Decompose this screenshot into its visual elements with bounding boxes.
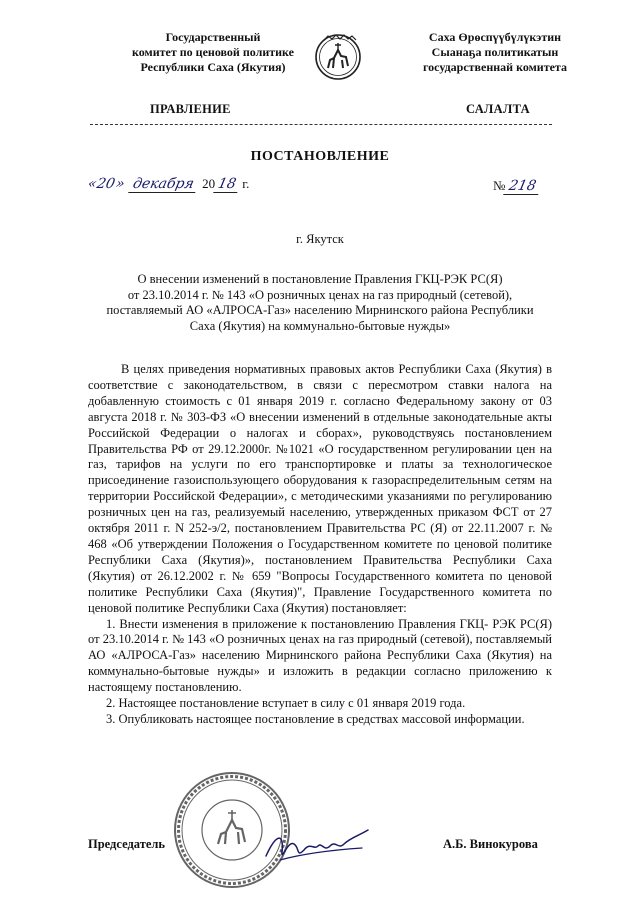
signatory-title: Председатель	[88, 837, 166, 851]
resolution-item: 3. Опубликовать настоящее постановление в средствах массовой информации.	[106, 711, 525, 726]
header-right-line: Сыанаҕа политикатын	[431, 45, 559, 59]
header-right-sakha	[390, 30, 600, 75]
preamble-paragraph: В целях приведения нормативных правовых актов Республики Саха (Якутия) в соответствие с законодательством, в связи с пересмотром ставки налога на добавленную стоимость с 01 января 2019 г. согласно Федеральному закону от 03 августа 2018 г. № 303-ФЗ «О внесении изменений в отдельные законодательные акты Российской Федерации о налогах и сборах», руководствуясь постановлением Правительства РФ от 29.12.2000г. №1021 «О государственном регулировании цен на газ, тарифов на услуги по его транспортировке и платы за технологическое присоединение газоиспользующего оборудования к газораспределительным сетям на территории Российской Федерации», с методическими указаниями по регулированию розничных цен на газ, реализуемый населению, утвержденных приказом ФСТ от 27 октября 2011 г. N 252-э/2, постановлением Правительства РС (Я) от 22.11.2007 г. № 468 «Об утверждении Положения о Государственном комитете по ценовой политике Республики Саха (Якутия)», постановлением Правительства Республики Саха (Якутия) от 26.12.2002 г. № 659 "Вопросы Государственного комитета по ценовой политике Республики Саха (Якутия)", Правление Государственного комитета по ценовой политике Республики Саха (Якутия) постановляет:	[88, 362, 552, 615]
header-right-line: государственнай комитета	[423, 60, 567, 74]
resolution-item: 1. Внести изменения в приложение к постановлению Правления ГКЦ- РЭК РС(Я) от 23.10.2014 г. № 143 «О розничных ценах на газ природный (сетевой), поставляемый АО «АЛРОСА-Газ» населению Мирнинского района Республики Саха (Якутия) на коммунально-бытовые нужды» и изложить в редакции согласно приложению к настоящему постановлению.	[88, 616, 552, 695]
number-prefix: №	[493, 178, 506, 193]
date-day: 20	[94, 176, 117, 192]
subject-line: от 23.10.2014 г. № 143 «О розничных ценах на газ природный (сетевой),	[127, 287, 513, 302]
document-date	[88, 176, 249, 198]
subject-line: О внесении изменений в постановление Правления ГКЦ-РЭК РС(Я)	[137, 272, 503, 286]
header-right-line: Саха Өрөспүүбүлүкэтин	[428, 30, 562, 44]
date-open-quote: «	[86, 176, 99, 192]
date-year-abbr: г.	[242, 176, 250, 191]
header-divider	[90, 124, 552, 125]
header-left-ru	[108, 30, 318, 75]
document-title: ПОСТАНОВЛЕНИЕ	[250, 149, 390, 164]
dept-label-sakha: САЛАЛТА	[466, 102, 530, 116]
resolution-item: 2. Настоящее постановление вступает в силу с 01 января 2019 года.	[106, 696, 466, 711]
header-left-line: Республики Саха (Якутия)	[140, 60, 286, 74]
date-year-suffix: 18	[213, 176, 240, 193]
document-body	[88, 362, 552, 728]
signatory-name: А.Б. Винокурова	[443, 837, 538, 851]
date-year-prefix: 20	[202, 176, 216, 191]
coat-of-arms-emblem-icon	[314, 30, 362, 82]
date-month: декабря	[128, 176, 198, 193]
date-close-quote: »	[114, 176, 127, 192]
document-subject	[100, 272, 540, 334]
subject-line: поставляемый АО «АЛРОСА-Газ» населению Мирнинского района Республики	[106, 303, 534, 317]
header-left-line: комитет по ценовой политике	[132, 45, 294, 59]
dept-label-ru: ПРАВЛЕНИЕ	[150, 102, 231, 116]
handwritten-signature-icon	[262, 820, 372, 872]
subject-line: Саха (Якутия) на коммунально-бытовые нужды»	[189, 318, 451, 333]
number-value: 218	[504, 178, 542, 195]
header-left-line: Государственный	[165, 30, 261, 44]
document-number	[493, 178, 540, 195]
city-name: г. Якутск	[296, 232, 344, 246]
